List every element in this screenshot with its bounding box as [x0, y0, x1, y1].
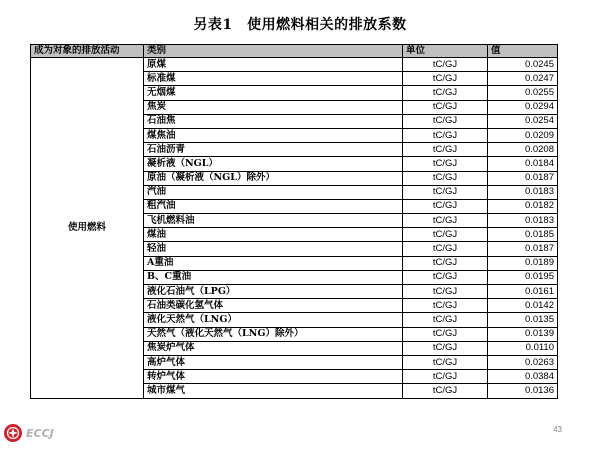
category-cell: 石油沥青	[144, 143, 403, 157]
activity-cell: 使用燃料	[31, 58, 144, 399]
value-cell: 0.0161	[488, 285, 558, 299]
unit-cell: tC/GJ	[403, 370, 488, 384]
category-cell: 转炉气体	[144, 370, 403, 384]
value-cell: 0.0142	[488, 299, 558, 313]
unit-cell: tC/GJ	[403, 285, 488, 299]
value-cell: 0.0254	[488, 114, 558, 128]
category-cell: 飞机燃料油	[144, 214, 403, 228]
value-cell: 0.0255	[488, 86, 558, 100]
category-cell: 液化石油气（LPG）	[144, 285, 403, 299]
value-cell: 0.0208	[488, 143, 558, 157]
category-cell: 原煤	[144, 58, 403, 72]
value-cell: 0.0182	[488, 199, 558, 213]
table-row	[31, 58, 558, 72]
value-cell: 0.0189	[488, 256, 558, 270]
unit-cell: tC/GJ	[403, 100, 488, 114]
value-cell: 0.0183	[488, 185, 558, 199]
emission-factor-table	[30, 44, 558, 399]
value-cell: 0.0195	[488, 270, 558, 284]
category-cell: 煤焦油	[144, 128, 403, 142]
category-cell: 液化天然气（LNG）	[144, 313, 403, 327]
unit-cell: tC/GJ	[403, 299, 488, 313]
header-activity: 成为对象的排放活动	[31, 45, 144, 58]
unit-cell: tC/GJ	[403, 228, 488, 242]
value-cell: 0.0187	[488, 171, 558, 185]
unit-cell: tC/GJ	[403, 58, 488, 72]
category-cell: 轻油	[144, 242, 403, 256]
value-cell: 0.0136	[488, 384, 558, 398]
value-cell: 0.0247	[488, 72, 558, 86]
value-cell: 0.0183	[488, 214, 558, 228]
value-cell: 0.0187	[488, 242, 558, 256]
unit-cell: tC/GJ	[403, 185, 488, 199]
category-cell: 石油类碳化氢气体	[144, 299, 403, 313]
category-cell: A重油	[144, 256, 403, 270]
value-cell: 0.0263	[488, 355, 558, 369]
category-cell: 无烟煤	[144, 86, 403, 100]
value-cell: 0.0294	[488, 100, 558, 114]
unit-cell: tC/GJ	[403, 313, 488, 327]
value-cell: 0.0185	[488, 228, 558, 242]
unit-cell: tC/GJ	[403, 128, 488, 142]
value-cell: 0.0135	[488, 313, 558, 327]
unit-cell: tC/GJ	[403, 214, 488, 228]
unit-cell: tC/GJ	[403, 199, 488, 213]
page-number: 43	[553, 425, 562, 434]
category-cell: 凝析液（NGL）	[144, 157, 403, 171]
category-cell: 煤油	[144, 228, 403, 242]
category-cell: 高炉气体	[144, 355, 403, 369]
unit-cell: tC/GJ	[403, 327, 488, 341]
unit-cell: tC/GJ	[403, 242, 488, 256]
category-cell: 城市煤气	[144, 384, 403, 398]
category-cell: 天然气（液化天然气（LNG）除外）	[144, 327, 403, 341]
unit-cell: tC/GJ	[403, 341, 488, 355]
category-cell: 石油焦	[144, 114, 403, 128]
category-cell: 原油（凝析液（NGL）除外）	[144, 171, 403, 185]
category-cell: B、C重油	[144, 270, 403, 284]
unit-cell: tC/GJ	[403, 86, 488, 100]
logo-text: ECCJ	[26, 426, 54, 440]
value-cell: 0.0245	[488, 58, 558, 72]
unit-cell: tC/GJ	[403, 256, 488, 270]
unit-cell: tC/GJ	[403, 384, 488, 398]
header-value: 值	[488, 45, 558, 58]
unit-cell: tC/GJ	[403, 171, 488, 185]
value-cell: 0.0110	[488, 341, 558, 355]
eccj-emblem-icon	[4, 424, 22, 442]
category-cell: 粗汽油	[144, 199, 403, 213]
table-header-row	[31, 45, 558, 58]
page-title: 另表1 使用燃料相关的排放系数	[193, 17, 407, 33]
value-cell: 0.0184	[488, 157, 558, 171]
value-cell: 0.0139	[488, 327, 558, 341]
unit-cell: tC/GJ	[403, 355, 488, 369]
header-unit: 单位	[403, 45, 488, 58]
eccj-logo	[4, 424, 54, 442]
value-cell: 0.0209	[488, 128, 558, 142]
unit-cell: tC/GJ	[403, 157, 488, 171]
category-cell: 焦炭炉气体	[144, 341, 403, 355]
unit-cell: tC/GJ	[403, 72, 488, 86]
value-cell: 0.0384	[488, 370, 558, 384]
unit-cell: tC/GJ	[403, 143, 488, 157]
header-category: 类别	[144, 45, 403, 58]
unit-cell: tC/GJ	[403, 114, 488, 128]
category-cell: 汽油	[144, 185, 403, 199]
unit-cell: tC/GJ	[403, 270, 488, 284]
category-cell: 焦炭	[144, 100, 403, 114]
category-cell: 标准煤	[144, 72, 403, 86]
